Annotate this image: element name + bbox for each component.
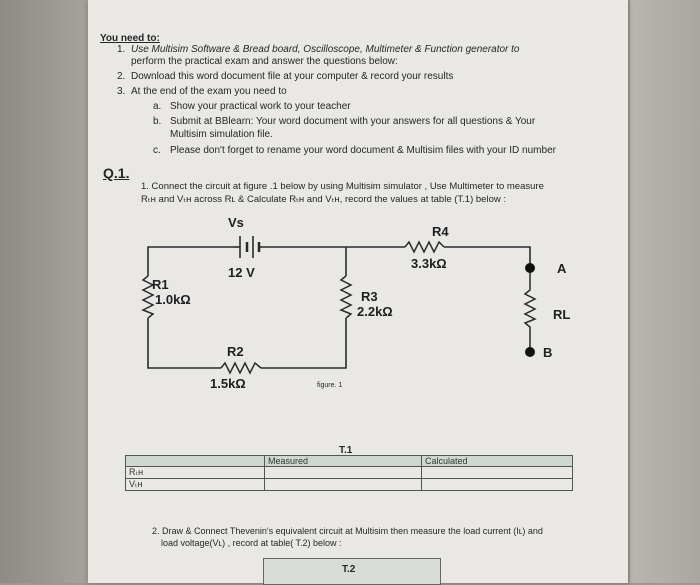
q1-line2: Rₜʜ and Vₜʜ across Rʟ & Calculate Rₜʜ and Vₜʜ, record the values at table (T.1) below : bbox=[141, 194, 506, 205]
item-3-line1: At the end of the exam you need to bbox=[131, 86, 287, 97]
table1-row-vth: Vₜʜ bbox=[126, 479, 265, 491]
subitem-b-line1: Submit at BBlearn: Your word document with your answers for all questions & Your bbox=[170, 116, 536, 127]
subitem-b-line2: Multisim simulation file. bbox=[170, 129, 273, 140]
q1-line1: 1. Connect the circuit at figure .1 below by using Multisim simulator , Use Multimeter to measure bbox=[141, 181, 544, 192]
resistor-rl-icon bbox=[525, 268, 535, 345]
wire-top-right bbox=[444, 247, 530, 268]
vs-label: Vs bbox=[228, 215, 244, 230]
q2-line1: 2. Draw & Connect Thevenin's equivalent circuit at Multisim then measure the load current (Iʟ) and bbox=[152, 526, 543, 536]
table1-header-blank bbox=[126, 456, 265, 467]
figure-caption: figure. 1 bbox=[317, 382, 343, 389]
subitem-a-letter: a. bbox=[153, 101, 162, 112]
question-label: Q.1. bbox=[103, 165, 130, 181]
subitem-c-letter: c. bbox=[153, 145, 161, 156]
terminal-b-label: B bbox=[543, 345, 553, 360]
battery-icon bbox=[233, 236, 262, 258]
terminal-b-dot bbox=[525, 347, 535, 357]
heading: You need to: bbox=[100, 33, 160, 44]
table1-header-row bbox=[126, 456, 573, 467]
resistor-r4-icon bbox=[405, 242, 444, 252]
r3-label: R3 bbox=[361, 289, 378, 304]
table1-cell-vth-measured[interactable] bbox=[265, 479, 422, 491]
subitem-b-letter: b. bbox=[153, 116, 162, 127]
r4-value: 3.3kΩ bbox=[411, 256, 447, 271]
subitem-c-line1: Please don't forget to rename your word document & Multisim files with your ID number bbox=[170, 145, 556, 156]
table1-cell-rth-calculated[interactable] bbox=[422, 467, 573, 479]
table-t2 bbox=[263, 558, 441, 585]
resistor-r2-icon bbox=[221, 363, 261, 373]
table2-title: T.2 bbox=[342, 564, 356, 575]
table-row bbox=[126, 479, 573, 491]
r3-value: 2.2kΩ bbox=[357, 304, 393, 319]
table-row bbox=[126, 467, 573, 479]
item-3-number: 3. bbox=[117, 86, 126, 97]
rl-label: RL bbox=[553, 307, 571, 322]
terminal-a-dot bbox=[525, 263, 535, 273]
wire-bottom-left bbox=[148, 318, 221, 368]
wire-bottom-middle bbox=[261, 318, 346, 368]
table1-row-rth: Rₜʜ bbox=[126, 467, 265, 479]
item-2-line1: Download this word document file at your computer & record your results bbox=[131, 71, 454, 82]
wire-top-left bbox=[148, 247, 233, 276]
q2-line2: load voltage(Vʟ) , record at table( T.2) below : bbox=[161, 538, 342, 548]
r1-label: R1 bbox=[152, 277, 169, 292]
item-2-number: 2. bbox=[117, 71, 126, 82]
table1-cell-rth-measured[interactable] bbox=[265, 467, 422, 479]
item-1-line1: Use Multisim Software & Bread board, Oscilloscope, Multimeter & Function generator to bbox=[131, 44, 520, 55]
table1-col-measured: Measured bbox=[265, 456, 422, 467]
terminal-a-label: A bbox=[557, 261, 567, 276]
table1-cell-vth-calculated[interactable] bbox=[422, 479, 573, 491]
r2-value: 1.5kΩ bbox=[210, 376, 246, 391]
r1-value: 1.0kΩ bbox=[155, 292, 191, 307]
table-t1 bbox=[125, 455, 573, 491]
vs-value: 12 V bbox=[228, 265, 255, 280]
item-1-number: 1. bbox=[117, 44, 126, 55]
table1-title: T.1 bbox=[339, 445, 353, 456]
table1-col-calculated: Calculated bbox=[422, 456, 573, 467]
r2-label: R2 bbox=[227, 344, 244, 359]
r4-label: R4 bbox=[432, 224, 449, 239]
resistor-r3-icon bbox=[341, 276, 351, 318]
item-1-line2: perform the practical exam and answer the questions below: bbox=[131, 56, 398, 67]
subitem-a-line1: Show your practical work to your teacher bbox=[170, 101, 351, 112]
